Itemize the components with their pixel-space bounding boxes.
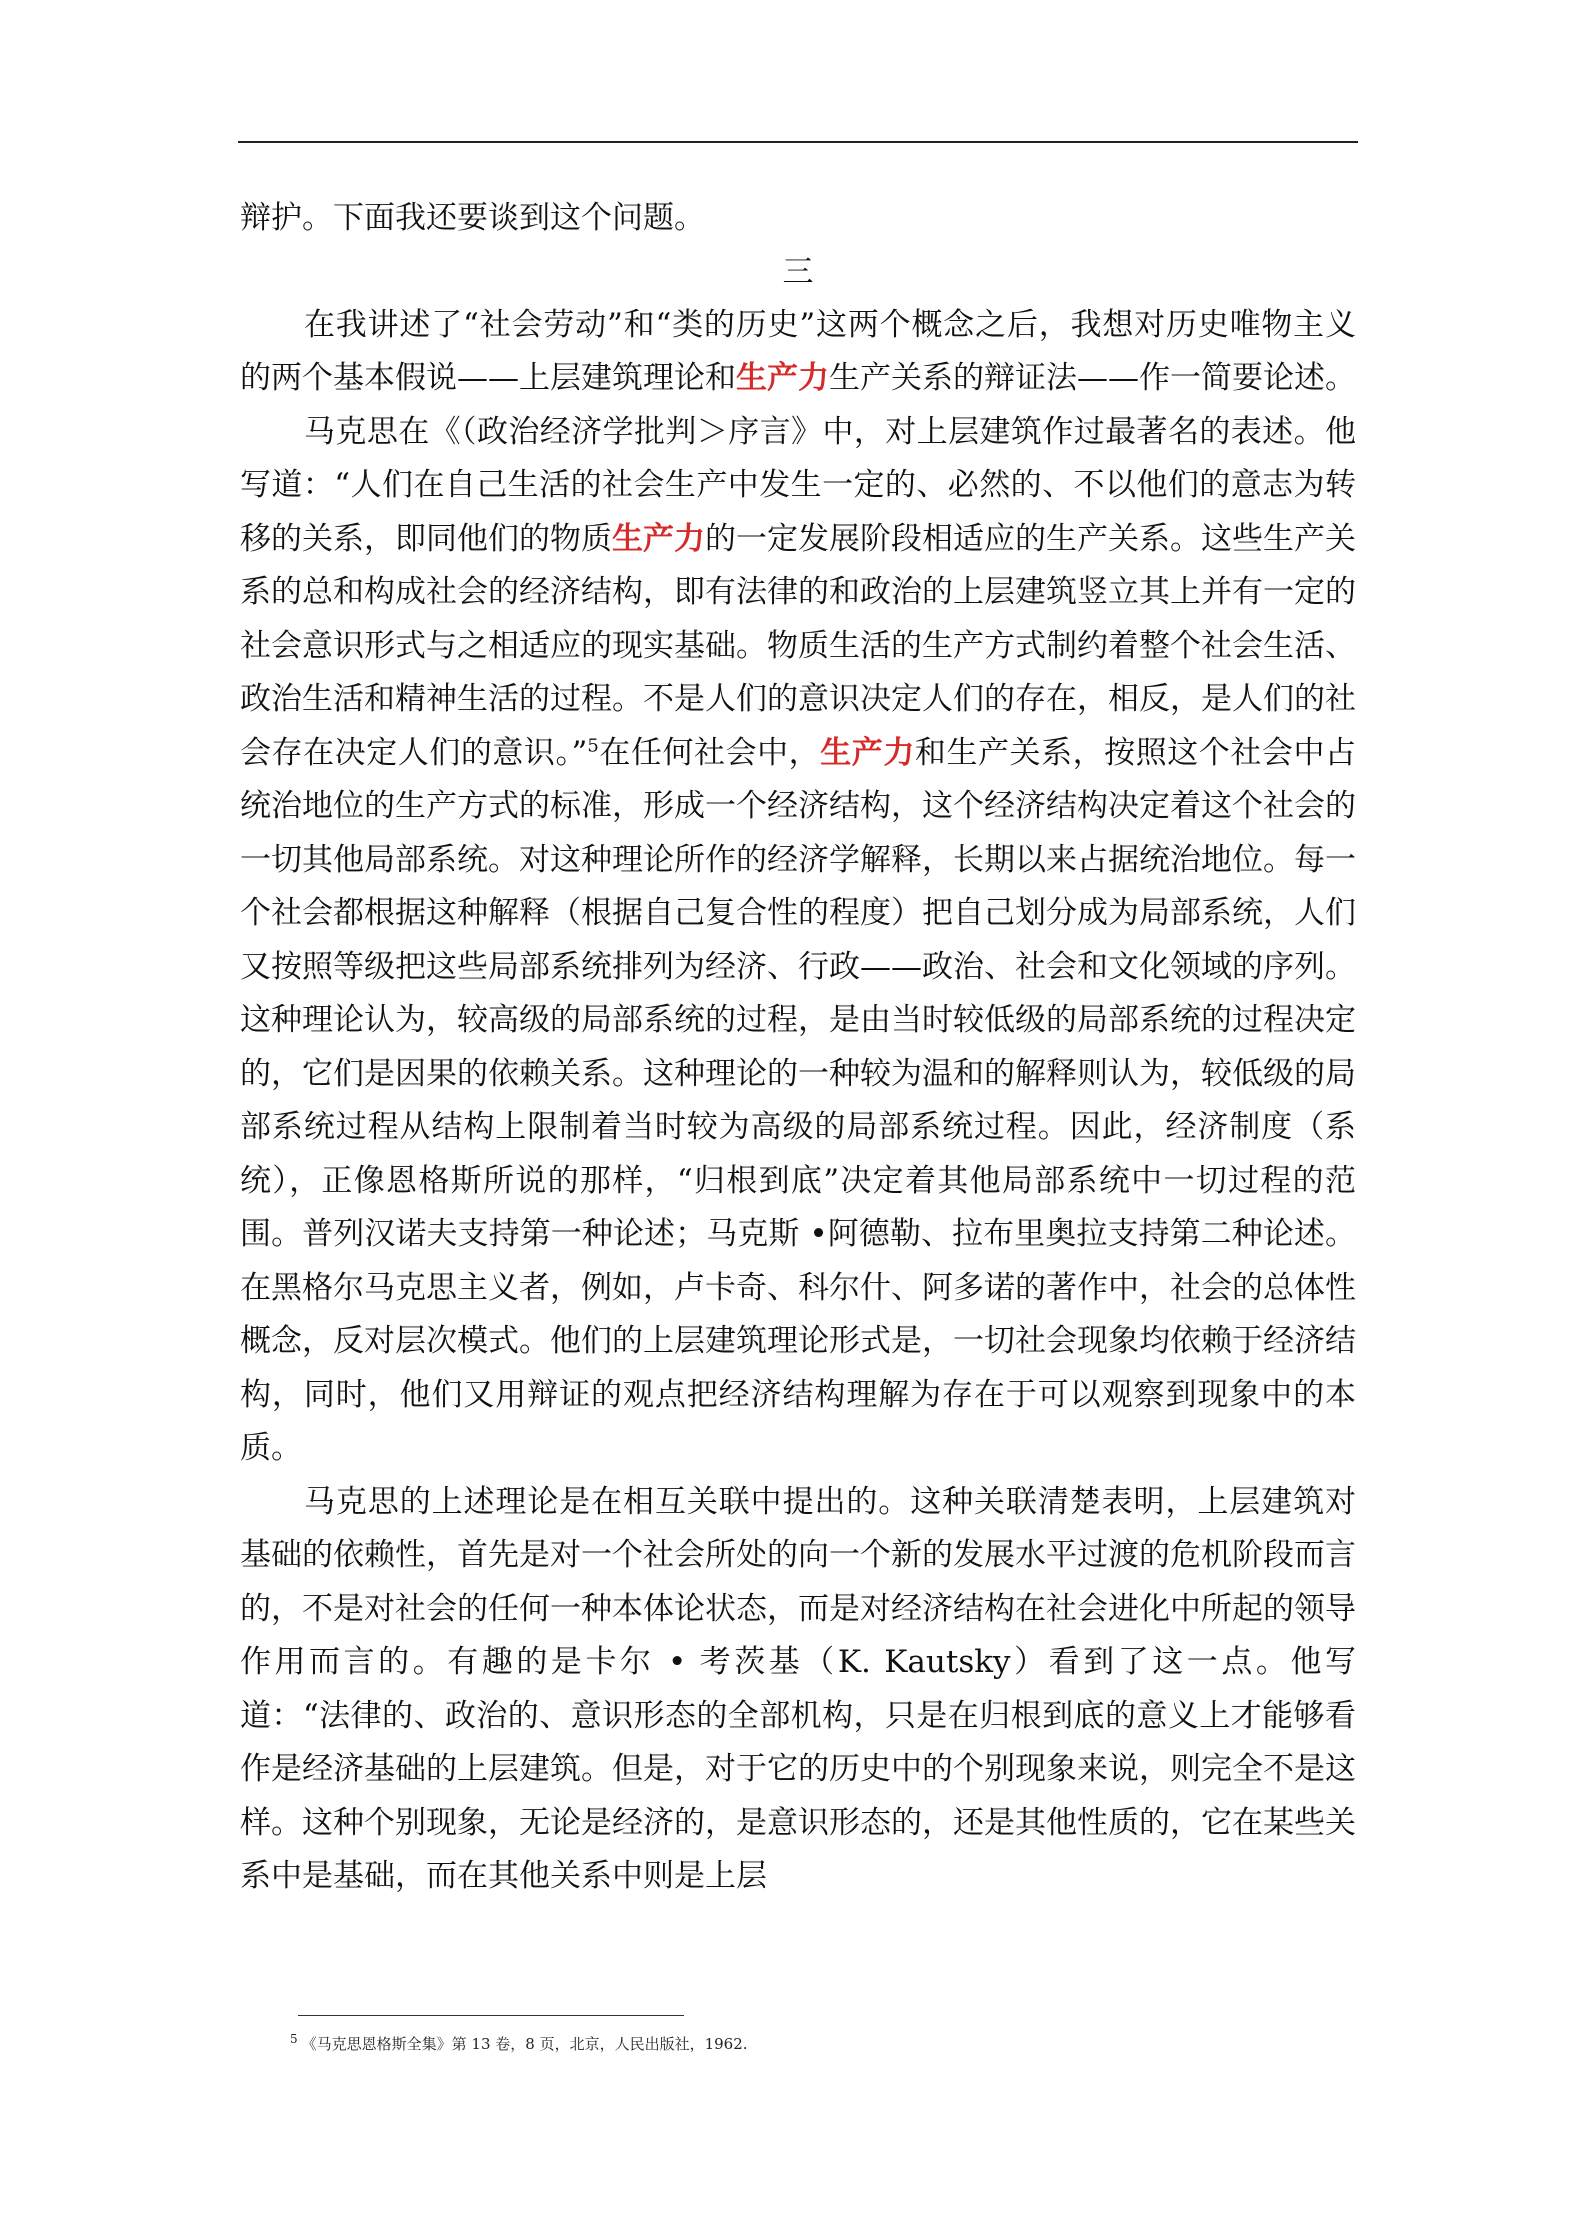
text-run: 生产关系的辩证法——作一简要论述。	[829, 360, 1356, 396]
footnote-ref[interactable]: 5	[587, 735, 599, 757]
body-text	[240, 192, 1356, 1904]
footnote-text: 《马克思恩格斯全集》第 13 卷，8 页，北京，人民出版社，1962.	[301, 2035, 748, 2053]
paragraph-continued: 辩护。下面我还要谈到这个问题。	[240, 200, 705, 236]
text-run: 马克思在《（政治经济学批判＞序言》中，对上层建筑作过最著名的表述。他写道：“人们在自己生活的社会生产中发生一定的、必然的、不以他们的意志为转移的关系，即同他们的物质	[240, 413, 1356, 557]
footnote	[290, 2028, 748, 2055]
text-run: 的一定发展阶段相适应的生产关系。这些生产关系的总和构成社会的经济结构，即有法律的和政治的上层建筑竖立其上并有一定的社会意识形式与之相适应的现实基础。物质生活的生产方式制约着整个社会生活、政治生活和精神生活的过程。不是人们的意识决定人们的存在，相反，是人们的社会存在决定人们的意识。”	[240, 520, 1356, 771]
highlighted-term: 生产力	[736, 360, 829, 396]
text-run: 在我讲述了“社会劳动”和“类的历史”这两个概念之后，我想对历史唯物主义的两个基本假说——上层建筑理论和	[240, 306, 1356, 396]
text-run: 和生产关系，按照这个社会中占统治地位的生产方式的标准，形成一个经济结构，这个经济结构决定着这个社会的一切其他局部系统。对这种理论所作的经济学解释，长期以来占据统治地位。每一个社会都根据这种解释（根据自己复合性的程度）把自己划分成为局部系统，人们又按照等级把这些局部系统排列为经济、行政——政治、社会和文化领域的序列。这种理论认为，较高级的局部系统的过程，是由当时较低级的局部系统的过程决定的，它们是因果的依赖关系。这种理论的一种较为温和的解释则认为，较低级的局部系统过程从结构上限制着当时较为高级的局部系统过程。因此，经济制度（系统），正像恩格斯所说的那样，“归根到底”决定着其他局部系统中一切过程的范围。普列汉诺夫支持第一种论述；马克斯 •阿德勒、拉布里奥拉支持第二种论述。在黑格尔马克思主义者，例如，卢卡奇、科尔什、阿多诺的著作中，社会的总体性概念，反对层次模式。他们的上层建筑理论形式是，一切社会现象均依赖于经济结构，同时，他们又用辩证的观点把经济结构理解为存在于可以观察到现象中的本质。	[240, 734, 1357, 1466]
paragraph-2	[240, 406, 1356, 1476]
section-number: 三	[782, 253, 814, 290]
highlighted-term: 生产力	[612, 520, 705, 557]
footnote-rule	[298, 2015, 684, 2016]
paragraph-1	[240, 299, 1356, 406]
text-run: 在任何社会中，	[598, 734, 821, 771]
highlighted-term: 生产力	[820, 734, 915, 771]
footnote-mark: 5	[290, 2032, 298, 2046]
paragraph-3: 马克思的上述理论是在相互关联中提出的。这种关联清楚表明，上层建筑对基础的依赖性，首先是对一个社会所处的向一个新的发展水平过渡的危机阶段而言的，不是对社会的任何一种本体论状态，而是对经济结构在社会进化中所起的领导作用而言的。有趣的是卡尔 • 考茨基（K. Kautsky）看到了这一点。他写道：“法律的、政治的、意识形态的全部机构，只是在归根到底的意义上才能够看作是经济基础的上层建筑。但是，对于它的历史中的个别现象来说，则完全不是这样。这种个别现象，无论是经济的，是意识形态的，还是其他性质的，它在某些关系中是基础，而在其他关系中则是上层	[240, 1483, 1356, 1894]
header-rule	[238, 141, 1358, 143]
